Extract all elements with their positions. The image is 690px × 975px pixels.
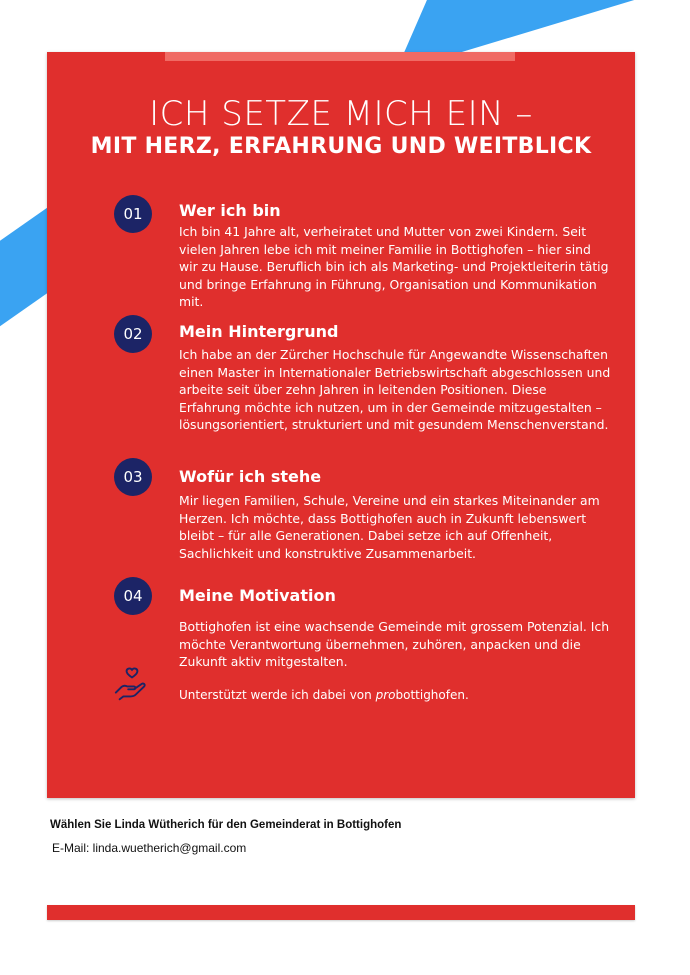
- section-heading: Meine Motivation: [179, 586, 336, 605]
- section-heading: Wofür ich stehe: [179, 467, 322, 486]
- section-number-badge: 01: [114, 195, 152, 233]
- page-subtitle: MIT HERZ, ERFAHRUNG UND WEITBLICK: [90, 134, 592, 159]
- heart-hand-icon: [113, 666, 151, 704]
- page-title: ICH SETZE MICH EIN –: [149, 94, 533, 134]
- support-prefix: Unterstützt werde ich dabei von: [179, 688, 376, 702]
- card-accent-bar: [165, 52, 515, 61]
- footer-email: E-Mail: linda.wuetherich@gmail.com: [52, 841, 247, 855]
- section-text: Mir liegen Familien, Schule, Vereine und ein starkes Miteinander am Herzen. Ich möchte, dass Bottighofen auch in Zukunft lebenswert bleibt – für alle Generationen. Dabei setze ich auf Offenheit, Sachlichkeit und konstruktive Zusammenarbeit.: [179, 493, 600, 561]
- footer-call-to-action: Wählen Sie Linda Wütherich für den Gemeinderat in Bottighofen: [50, 819, 402, 831]
- section-number-badge: 04: [114, 577, 152, 615]
- section-number-badge: 02: [114, 315, 152, 353]
- section-number-badge: 03: [114, 458, 152, 496]
- section-heading: Wer ich bin: [179, 201, 281, 220]
- section-text: Ich bin 41 Jahre alt, verheiratet und Mutter von zwei Kindern. Seit vielen Jahren lebe ich mit meiner Familie in Bottighofen – hier sind wir zu Hause. Beruflich bin ich als Marketing- und Projektleiterin tätig und bringe Erfahrung in Führung, Organisation und Kommunikation mit.: [179, 224, 609, 309]
- section-text: Bottighofen ist eine wachsende Gemeinde mit grossem Potenzial. Ich möchte Verantwortung übernehmen, zuhören, anpacken und die Zukunft aktiv mitgestalten.: [179, 619, 610, 669]
- flyer-card: [47, 52, 635, 798]
- section-heading: Mein Hintergrund: [179, 322, 339, 341]
- support-brand-italic: pro: [375, 688, 396, 702]
- support-brand-rest: bottighofen.: [395, 688, 469, 702]
- bottom-bar: [47, 905, 635, 920]
- section-text: Ich habe an der Zürcher Hochschule für Angewandte Wissenschaften einen Master in Internationaler Betriebswirtschaft abgeschlossen und arbeite seit über zehn Jahren in leitenden Positionen. Diese Erfahrung möchte ich nutzen, um in der Gemeinde mitzugestalten – lösungsorientiert, strukturiert und mit gesundem Menschenverstand.: [179, 347, 611, 432]
- support-text: [179, 688, 469, 702]
